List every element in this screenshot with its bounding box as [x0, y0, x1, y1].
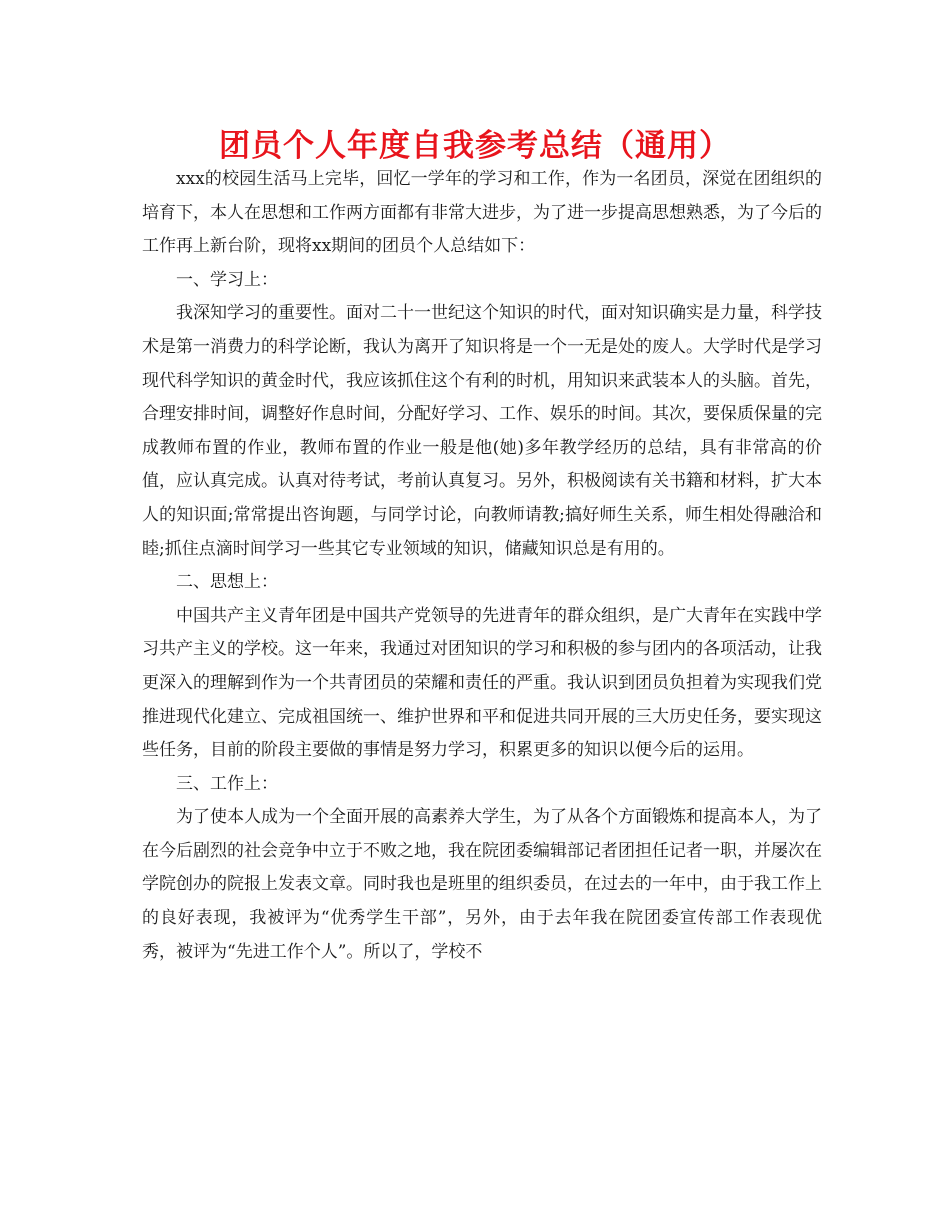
document-title: 团员个人年度自我参考总结（通用） [219, 128, 731, 164]
document-body [142, 163, 822, 969]
thought-paragraph: 中国共产主义青年团是中国共产党领导的先进青年的群众组织，是广大青年在实践中学习共产主义的学校。这一年来，我通过对团知识的学习和积极的参与团内的各项活动，让我更深入的理解到作为一个共青团员的荣耀和责任的严重。我认识到团员负担着为实现我们党推进现代化建立、完成祖国统一、维护世界和平和促进共同开展的三大历史任务，要实现这些任务，目前的阶段主要做的事情是努力学习，积累更多的知识以便今后的运用。 [142, 605, 822, 761]
intro-paragraph: xxx的校园生活马上完毕，回忆一学年的学习和工作，作为一名团员，深觉在团组织的培育下，本人在思想和工作两方面都有非常大进步，为了进一步提高思想熟悉，为了今后的工作再上新台阶，现将xx期间的团员个人总结如下： [142, 169, 822, 257]
work-paragraph: 为了使本人成为一个全面开展的高素养大学生，为了从各个方面锻炼和提高本人，为了在今后剧烈的社会竞争中立于不败之地，我在院团委编辑部记者团担任记者一职，并屡次在学院创办的院报上发表文章。同时我也是班里的组织委员，在过去的一年中，由于我工作上的良好表现，我被评为“优秀学生干部”，另外，由于去年我在院团委宣传部工作表现优秀，被评为“先进工作个人”。所以了，学校不 [142, 807, 822, 962]
section-heading-study: 一、学习上： [176, 269, 278, 290]
section-heading-work: 三、工作上： [176, 773, 278, 794]
study-paragraph: 我深知学习的重要性。面对二十一世纪这个知识的时代，面对知识确实是力量，科学技术是第一消费力的科学论断，我认为离开了知识将是一个一无是处的废人。大学时代是学习现代科学知识的黄金时代，我应该抓住这个有利的时机，用知识来武装本人的头脑。首先，合理安排时间，调整好作息时间，分配好学习、工作、娱乐的时间。其次，要保质保量的完成教师布置的作业，教师布置的作业一般是他(她)多年教学经历的总结，具有非常高的价值，应认真完成。认真对待考试，考前认真复习。另外，积极阅读有关书籍和材料，扩大本人的知识面;常常提出咨询题，与同学讨论，向教师请教;搞好师生关系，师生相处得融洽和睦;抓住点滴时间学习一些其它专业领域的知识，储藏知识总是有用的。 [142, 303, 822, 559]
section-heading-thought: 二、思想上： [176, 572, 278, 593]
